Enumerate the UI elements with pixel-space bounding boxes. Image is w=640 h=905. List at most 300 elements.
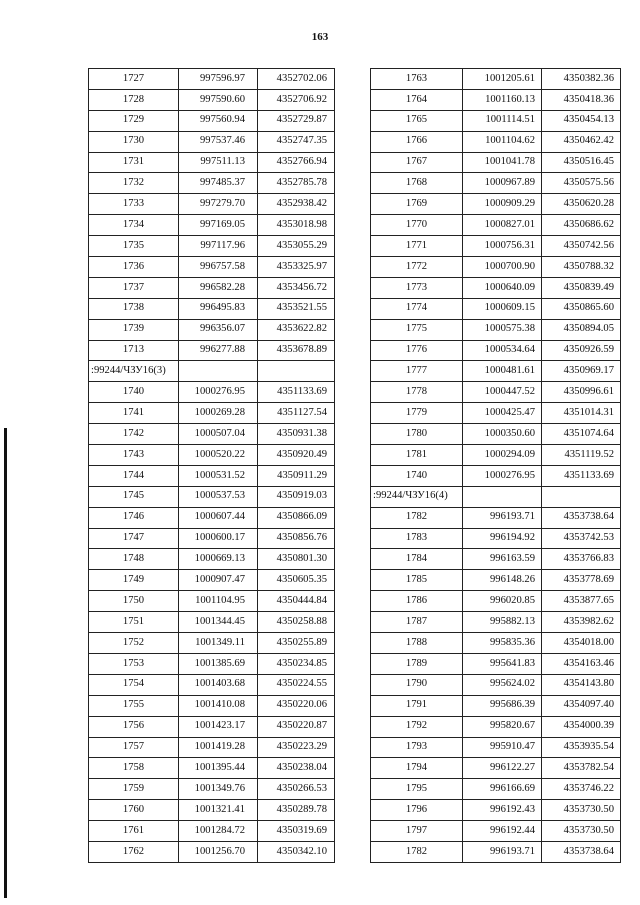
x-coordinate-cell: 997511.13 xyxy=(179,152,258,173)
x-coordinate-cell: 1001205.61 xyxy=(463,69,542,90)
point-number-cell: 1713 xyxy=(89,340,179,361)
point-number-cell: 1752 xyxy=(89,633,179,654)
x-coordinate-cell: 995686.39 xyxy=(463,695,542,716)
y-coordinate-cell: 4350382.36 xyxy=(542,69,621,90)
y-coordinate-cell: 4350289.78 xyxy=(258,800,335,821)
y-coordinate-cell: 4354018.00 xyxy=(542,633,621,654)
table-row xyxy=(371,298,621,319)
table-row xyxy=(371,152,621,173)
point-number-cell: 1793 xyxy=(371,737,463,758)
y-coordinate-cell: 4351127.54 xyxy=(258,403,335,424)
coordinates-table-right xyxy=(370,68,621,863)
y-coordinate-cell: 4351133.69 xyxy=(258,382,335,403)
point-number-cell: 1795 xyxy=(371,779,463,800)
table-row xyxy=(89,633,335,654)
x-coordinate-cell: 1001114.51 xyxy=(463,110,542,131)
x-coordinate-cell: 1001419.28 xyxy=(179,737,258,758)
x-coordinate-cell: 997169.05 xyxy=(179,215,258,236)
table-row xyxy=(371,424,621,445)
table-row xyxy=(371,633,621,654)
x-coordinate-cell: 997117.96 xyxy=(179,236,258,257)
table-row xyxy=(89,340,335,361)
y-coordinate-cell: 4350234.85 xyxy=(258,653,335,674)
y-coordinate-cell: 4353738.64 xyxy=(542,507,621,528)
point-number-cell: 1753 xyxy=(89,653,179,674)
point-number-cell: 1759 xyxy=(89,779,179,800)
y-coordinate-cell: 4350856.76 xyxy=(258,528,335,549)
y-coordinate-cell: 4350220.06 xyxy=(258,695,335,716)
x-coordinate-cell: 995910.47 xyxy=(463,737,542,758)
y-coordinate-cell: 4350516.45 xyxy=(542,152,621,173)
table-row xyxy=(89,403,335,424)
y-coordinate-cell: 4350224.55 xyxy=(258,674,335,695)
point-number-cell: 1741 xyxy=(89,403,179,424)
point-number-cell: 1782 xyxy=(371,841,463,862)
table-row xyxy=(371,257,621,278)
table-row xyxy=(89,821,335,842)
y-coordinate-cell: 4350238.04 xyxy=(258,758,335,779)
coordinates-table-left xyxy=(88,68,335,863)
x-coordinate-cell: 996122.27 xyxy=(463,758,542,779)
coordinates-table-left-body xyxy=(89,69,335,863)
table-row xyxy=(371,110,621,131)
point-number-cell: 1775 xyxy=(371,319,463,340)
x-coordinate-cell xyxy=(463,486,542,507)
table-row xyxy=(89,361,335,382)
y-coordinate-cell xyxy=(258,361,335,382)
y-coordinate-cell: 4352766.94 xyxy=(258,152,335,173)
y-coordinate-cell: 4350996.61 xyxy=(542,382,621,403)
x-coordinate-cell: 1000700.90 xyxy=(463,257,542,278)
x-coordinate-cell: 1000447.52 xyxy=(463,382,542,403)
point-number-cell: 1776 xyxy=(371,340,463,361)
table-row xyxy=(371,570,621,591)
table-row xyxy=(371,758,621,779)
y-coordinate-cell: 4350342.10 xyxy=(258,841,335,862)
table-row xyxy=(89,110,335,131)
point-number-cell: 1731 xyxy=(89,152,179,173)
y-coordinate-cell xyxy=(542,486,621,507)
y-coordinate-cell: 4354000.39 xyxy=(542,716,621,737)
point-number-cell: 1781 xyxy=(371,445,463,466)
x-coordinate-cell: 1001041.78 xyxy=(463,152,542,173)
y-coordinate-cell: 4350444.84 xyxy=(258,591,335,612)
point-number-cell: 1744 xyxy=(89,465,179,486)
table-row xyxy=(89,674,335,695)
point-number-cell: 1757 xyxy=(89,737,179,758)
point-number-cell: 1790 xyxy=(371,674,463,695)
x-coordinate-cell: 995820.67 xyxy=(463,716,542,737)
x-coordinate-cell: 1000531.52 xyxy=(179,465,258,486)
table-row xyxy=(89,236,335,257)
point-number-cell: 1762 xyxy=(89,841,179,862)
y-coordinate-cell: 4352702.06 xyxy=(258,69,335,90)
y-coordinate-cell: 4350454.13 xyxy=(542,110,621,131)
table-row xyxy=(89,591,335,612)
point-number-cell: 1782 xyxy=(371,507,463,528)
y-coordinate-cell: 4350223.29 xyxy=(258,737,335,758)
x-coordinate-cell: 996192.44 xyxy=(463,821,542,842)
y-coordinate-cell: 4353730.50 xyxy=(542,821,621,842)
x-coordinate-cell: 1001104.62 xyxy=(463,131,542,152)
point-number-cell: 1770 xyxy=(371,215,463,236)
y-coordinate-cell: 4350742.56 xyxy=(542,236,621,257)
x-coordinate-cell: 996166.69 xyxy=(463,779,542,800)
y-coordinate-cell: 4350931.38 xyxy=(258,424,335,445)
table-row xyxy=(89,445,335,466)
point-number-cell: 1751 xyxy=(89,612,179,633)
y-coordinate-cell: 4353742.53 xyxy=(542,528,621,549)
point-number-cell: 1766 xyxy=(371,131,463,152)
table-row xyxy=(371,194,621,215)
table-row xyxy=(89,486,335,507)
x-coordinate-cell: 1001410.08 xyxy=(179,695,258,716)
x-coordinate-cell: 996148.26 xyxy=(463,570,542,591)
table-row xyxy=(371,549,621,570)
table-row xyxy=(371,800,621,821)
x-coordinate-cell: 996020.85 xyxy=(463,591,542,612)
table-row xyxy=(89,800,335,821)
point-number-cell: 1792 xyxy=(371,716,463,737)
table-row xyxy=(89,528,335,549)
x-coordinate-cell: 1000909.29 xyxy=(463,194,542,215)
y-coordinate-cell: 4353018.98 xyxy=(258,215,335,236)
x-coordinate-cell: 1000294.09 xyxy=(463,445,542,466)
table-row xyxy=(89,298,335,319)
y-coordinate-cell: 4350969.17 xyxy=(542,361,621,382)
point-number-cell: 1779 xyxy=(371,403,463,424)
x-coordinate-cell: 1000481.61 xyxy=(463,361,542,382)
point-number-cell: 1756 xyxy=(89,716,179,737)
table-row xyxy=(371,319,621,340)
table-row xyxy=(371,674,621,695)
y-coordinate-cell: 4350575.56 xyxy=(542,173,621,194)
y-coordinate-cell: 4351119.52 xyxy=(542,445,621,466)
x-coordinate-cell: 997537.46 xyxy=(179,131,258,152)
x-coordinate-cell: 995641.83 xyxy=(463,653,542,674)
point-number-cell: 1783 xyxy=(371,528,463,549)
table-row xyxy=(371,591,621,612)
y-coordinate-cell: 4350866.09 xyxy=(258,507,335,528)
y-coordinate-cell: 4351074.64 xyxy=(542,424,621,445)
x-coordinate-cell: 1001349.11 xyxy=(179,633,258,654)
point-number-cell: 1740 xyxy=(371,465,463,486)
table-row xyxy=(89,758,335,779)
point-number-cell: 1773 xyxy=(371,277,463,298)
x-coordinate-cell: 1000756.31 xyxy=(463,236,542,257)
point-number-cell: 1740 xyxy=(89,382,179,403)
point-number-cell: 1767 xyxy=(371,152,463,173)
y-coordinate-cell: 4353678.89 xyxy=(258,340,335,361)
x-coordinate-cell: 1001423.17 xyxy=(179,716,258,737)
point-number-cell: 1771 xyxy=(371,236,463,257)
table-row xyxy=(89,152,335,173)
x-coordinate-cell: 996757.58 xyxy=(179,257,258,278)
table-row xyxy=(89,319,335,340)
table-row xyxy=(371,465,621,486)
table-row xyxy=(371,507,621,528)
parcel-label-cell: :99244/ЧЗУ16(4) xyxy=(371,486,463,507)
point-number-cell: 1769 xyxy=(371,194,463,215)
x-coordinate-cell: 1001256.70 xyxy=(179,841,258,862)
point-number-cell: 1797 xyxy=(371,821,463,842)
table-row xyxy=(89,695,335,716)
y-coordinate-cell: 4353935.54 xyxy=(542,737,621,758)
x-coordinate-cell: 1001385.69 xyxy=(179,653,258,674)
x-coordinate-cell: 995882.13 xyxy=(463,612,542,633)
x-coordinate-cell: 1000276.95 xyxy=(179,382,258,403)
point-number-cell: 1732 xyxy=(89,173,179,194)
table-row xyxy=(371,695,621,716)
x-coordinate-cell: 1001321.41 xyxy=(179,800,258,821)
table-row xyxy=(89,737,335,758)
x-coordinate-cell: 1001344.45 xyxy=(179,612,258,633)
page-number: 163 xyxy=(311,31,329,43)
point-number-cell: 1774 xyxy=(371,298,463,319)
point-number-cell: 1729 xyxy=(89,110,179,131)
y-coordinate-cell: 4353982.62 xyxy=(542,612,621,633)
table-row xyxy=(371,528,621,549)
y-coordinate-cell: 4350620.28 xyxy=(542,194,621,215)
table-row xyxy=(371,653,621,674)
y-coordinate-cell: 4350258.88 xyxy=(258,612,335,633)
table-row xyxy=(89,277,335,298)
y-coordinate-cell: 4353521.55 xyxy=(258,298,335,319)
x-coordinate-cell: 1000269.28 xyxy=(179,403,258,424)
y-coordinate-cell: 4352938.42 xyxy=(258,194,335,215)
x-coordinate-cell: 995835.36 xyxy=(463,633,542,654)
y-coordinate-cell: 4353622.82 xyxy=(258,319,335,340)
y-coordinate-cell: 4350686.62 xyxy=(542,215,621,236)
x-coordinate-cell: 1000607.44 xyxy=(179,507,258,528)
point-number-cell: 1745 xyxy=(89,486,179,507)
point-number-cell: 1763 xyxy=(371,69,463,90)
table-row xyxy=(371,89,621,110)
table-row xyxy=(371,716,621,737)
point-number-cell: 1786 xyxy=(371,591,463,612)
x-coordinate-cell: 997560.94 xyxy=(179,110,258,131)
y-coordinate-cell: 4350926.59 xyxy=(542,340,621,361)
y-coordinate-cell: 4352747.35 xyxy=(258,131,335,152)
point-number-cell: 1780 xyxy=(371,424,463,445)
table-row xyxy=(89,89,335,110)
table-row xyxy=(89,841,335,862)
y-coordinate-cell: 4353325.97 xyxy=(258,257,335,278)
x-coordinate-cell: 1001160.13 xyxy=(463,89,542,110)
point-number-cell: 1749 xyxy=(89,570,179,591)
parcel-label-cell: :99244/ЧЗУ16(3) xyxy=(89,361,179,382)
x-coordinate-cell xyxy=(179,361,258,382)
x-coordinate-cell: 1000350.60 xyxy=(463,424,542,445)
x-coordinate-cell: 1001284.72 xyxy=(179,821,258,842)
table-row xyxy=(89,779,335,800)
x-coordinate-cell: 1000575.38 xyxy=(463,319,542,340)
x-coordinate-cell: 996582.28 xyxy=(179,277,258,298)
table-row xyxy=(89,549,335,570)
point-number-cell: 1735 xyxy=(89,236,179,257)
y-coordinate-cell: 4353766.83 xyxy=(542,549,621,570)
x-coordinate-cell: 996193.71 xyxy=(463,507,542,528)
point-number-cell: 1750 xyxy=(89,591,179,612)
table-row xyxy=(371,737,621,758)
table-row xyxy=(89,424,335,445)
table-row xyxy=(371,340,621,361)
table-row xyxy=(89,257,335,278)
point-number-cell: 1742 xyxy=(89,424,179,445)
x-coordinate-cell: 1000276.95 xyxy=(463,465,542,486)
y-coordinate-cell: 4354143.80 xyxy=(542,674,621,695)
point-number-cell: 1764 xyxy=(371,89,463,110)
point-number-cell: 1768 xyxy=(371,173,463,194)
y-coordinate-cell: 4350919.03 xyxy=(258,486,335,507)
y-coordinate-cell: 4350920.49 xyxy=(258,445,335,466)
point-number-cell: 1739 xyxy=(89,319,179,340)
x-coordinate-cell: 1001349.76 xyxy=(179,779,258,800)
table-row xyxy=(371,779,621,800)
y-coordinate-cell: 4351133.69 xyxy=(542,465,621,486)
x-coordinate-cell: 997590.60 xyxy=(179,89,258,110)
x-coordinate-cell: 1001104.95 xyxy=(179,591,258,612)
table-row xyxy=(89,465,335,486)
table-row xyxy=(371,841,621,862)
x-coordinate-cell: 996356.07 xyxy=(179,319,258,340)
margin-bar xyxy=(4,428,7,898)
x-coordinate-cell: 996193.71 xyxy=(463,841,542,862)
y-coordinate-cell: 4352706.92 xyxy=(258,89,335,110)
y-coordinate-cell: 4350894.05 xyxy=(542,319,621,340)
x-coordinate-cell: 1000425.47 xyxy=(463,403,542,424)
table-row xyxy=(371,215,621,236)
point-number-cell: 1748 xyxy=(89,549,179,570)
x-coordinate-cell: 997485.37 xyxy=(179,173,258,194)
table-row xyxy=(371,445,621,466)
table-row xyxy=(371,821,621,842)
table-row xyxy=(371,403,621,424)
table-row xyxy=(371,236,621,257)
point-number-cell: 1730 xyxy=(89,131,179,152)
x-coordinate-cell: 1000520.22 xyxy=(179,445,258,466)
y-coordinate-cell: 4353055.29 xyxy=(258,236,335,257)
table-row xyxy=(89,131,335,152)
point-number-cell: 1737 xyxy=(89,277,179,298)
y-coordinate-cell: 4350865.60 xyxy=(542,298,621,319)
table-row xyxy=(89,194,335,215)
table-row xyxy=(371,382,621,403)
x-coordinate-cell: 995624.02 xyxy=(463,674,542,695)
y-coordinate-cell: 4353746.22 xyxy=(542,779,621,800)
table-row xyxy=(89,716,335,737)
point-number-cell: 1733 xyxy=(89,194,179,215)
x-coordinate-cell: 1000967.89 xyxy=(463,173,542,194)
table-row xyxy=(89,570,335,591)
table-row xyxy=(371,131,621,152)
y-coordinate-cell: 4353456.72 xyxy=(258,277,335,298)
point-number-cell: 1789 xyxy=(371,653,463,674)
y-coordinate-cell: 4350605.35 xyxy=(258,570,335,591)
y-coordinate-cell: 4353738.64 xyxy=(542,841,621,862)
table-row xyxy=(89,612,335,633)
y-coordinate-cell: 4350255.89 xyxy=(258,633,335,654)
point-number-cell: 1760 xyxy=(89,800,179,821)
x-coordinate-cell: 1000600.17 xyxy=(179,528,258,549)
x-coordinate-cell: 996192.43 xyxy=(463,800,542,821)
y-coordinate-cell: 4350418.36 xyxy=(542,89,621,110)
point-number-cell: 1788 xyxy=(371,633,463,654)
y-coordinate-cell: 4352785.78 xyxy=(258,173,335,194)
table-row xyxy=(371,69,621,90)
point-number-cell: 1747 xyxy=(89,528,179,549)
table-row xyxy=(371,277,621,298)
table-row xyxy=(371,173,621,194)
y-coordinate-cell: 4350788.32 xyxy=(542,257,621,278)
x-coordinate-cell: 1000907.47 xyxy=(179,570,258,591)
point-number-cell: 1754 xyxy=(89,674,179,695)
y-coordinate-cell: 4350801.30 xyxy=(258,549,335,570)
x-coordinate-cell: 1001395.44 xyxy=(179,758,258,779)
point-number-cell: 1738 xyxy=(89,298,179,319)
table-row xyxy=(89,653,335,674)
point-number-cell: 1755 xyxy=(89,695,179,716)
point-number-cell: 1736 xyxy=(89,257,179,278)
point-number-cell: 1777 xyxy=(371,361,463,382)
y-coordinate-cell: 4350319.69 xyxy=(258,821,335,842)
table-row xyxy=(89,69,335,90)
x-coordinate-cell: 1000537.53 xyxy=(179,486,258,507)
point-number-cell: 1734 xyxy=(89,215,179,236)
coordinates-table-right-body xyxy=(371,69,621,863)
x-coordinate-cell: 996495.83 xyxy=(179,298,258,319)
table-row xyxy=(89,382,335,403)
point-number-cell: 1727 xyxy=(89,69,179,90)
point-number-cell: 1743 xyxy=(89,445,179,466)
x-coordinate-cell: 1000609.15 xyxy=(463,298,542,319)
point-number-cell: 1746 xyxy=(89,507,179,528)
point-number-cell: 1778 xyxy=(371,382,463,403)
y-coordinate-cell: 4350220.87 xyxy=(258,716,335,737)
point-number-cell: 1791 xyxy=(371,695,463,716)
x-coordinate-cell: 996163.59 xyxy=(463,549,542,570)
y-coordinate-cell: 4350266.53 xyxy=(258,779,335,800)
y-coordinate-cell: 4353778.69 xyxy=(542,570,621,591)
x-coordinate-cell: 1000640.09 xyxy=(463,277,542,298)
x-coordinate-cell: 997279.70 xyxy=(179,194,258,215)
point-number-cell: 1784 xyxy=(371,549,463,570)
point-number-cell: 1761 xyxy=(89,821,179,842)
x-coordinate-cell: 996277.88 xyxy=(179,340,258,361)
point-number-cell: 1758 xyxy=(89,758,179,779)
y-coordinate-cell: 4354097.40 xyxy=(542,695,621,716)
table-row xyxy=(89,173,335,194)
point-number-cell: 1794 xyxy=(371,758,463,779)
x-coordinate-cell: 1000669.13 xyxy=(179,549,258,570)
y-coordinate-cell: 4350839.49 xyxy=(542,277,621,298)
point-number-cell: 1728 xyxy=(89,89,179,110)
y-coordinate-cell: 4352729.87 xyxy=(258,110,335,131)
y-coordinate-cell: 4351014.31 xyxy=(542,403,621,424)
x-coordinate-cell: 1000827.01 xyxy=(463,215,542,236)
point-number-cell: 1796 xyxy=(371,800,463,821)
point-number-cell: 1772 xyxy=(371,257,463,278)
table-row xyxy=(371,361,621,382)
point-number-cell: 1765 xyxy=(371,110,463,131)
y-coordinate-cell: 4350911.29 xyxy=(258,465,335,486)
table-row xyxy=(371,486,621,507)
x-coordinate-cell: 1000507.04 xyxy=(179,424,258,445)
point-number-cell: 1787 xyxy=(371,612,463,633)
point-number-cell: 1785 xyxy=(371,570,463,591)
y-coordinate-cell: 4353730.50 xyxy=(542,800,621,821)
table-row xyxy=(89,215,335,236)
